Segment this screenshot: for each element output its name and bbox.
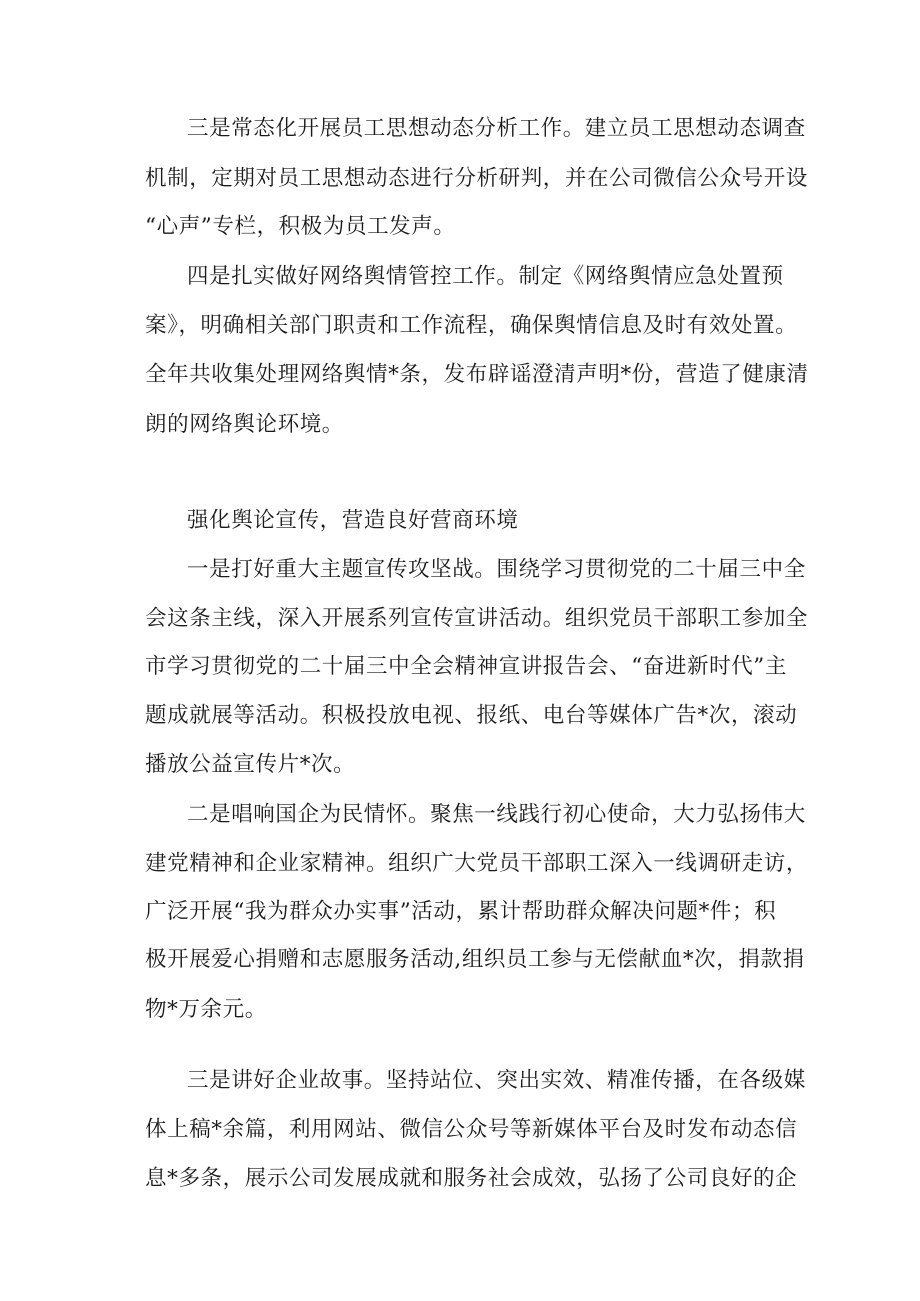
paragraph-2-line-2: 案》，明确相关部门职责和工作流程，确保舆情信息及时有效处置。 (145, 313, 798, 338)
paragraph-2-line-1: 四是扎实做好网络舆情管控工作。制定《网络舆情应急处置预 (187, 264, 784, 289)
paragraph-1-line-1: 三是常态化开展员工思想动态分析工作。建立员工思想动态调查 (187, 116, 806, 141)
paragraph-2-line-3: 全年共收集处理网络舆情*条，发布辟谣澄清声明*份，营造了健康清 (145, 362, 809, 387)
paragraph-1-line-2: 机制，定期对员工思想动态进行分析研判，并在公司微信公众号开设 (145, 166, 809, 191)
paragraph-4-line-3: 广泛开展“我为群众办实事”活动，累计帮助群众解决问题*件；积 (145, 899, 777, 924)
paragraph-5-line-2: 体上稿*余篇，利用网站、微信公众号等新媒体平台及时发布动态信 (145, 1117, 798, 1142)
paragraph-2-line-4: 朗的网络舆论环境。 (145, 412, 344, 437)
paragraph-4-line-4: 极开展爱心捐赠和志愿服务活动,组织员工参与无偿献血*次，捐款捐 (145, 947, 805, 972)
paragraph-1-line-3: “心声”专栏，积极为员工发声。 (145, 214, 456, 239)
paragraph-3-line-3: 市学习贯彻党的二十届三中全会精神宣讲报告会、“奋进新时代”主 (145, 654, 787, 679)
paragraph-5-line-1: 三是讲好企业故事。坚持站位、突出实效、精准传播，在各级媒 (187, 1068, 806, 1093)
paragraph-3-line-1: 一是打好重大主题宣传攻坚战。围绕学习贯彻党的二十届三中全 (187, 557, 806, 582)
paragraph-5-line-3: 息*多条，展示公司发展成就和服务社会成效，弘扬了公司良好的企 (145, 1166, 798, 1191)
paragraph-3-line-2: 会这条主线，深入开展系列宣传宣讲活动。组织党员干部职工参加全 (145, 606, 809, 631)
paragraph-3-line-4: 题成就展等活动。积极投放电视、报纸、电台等媒体广告*次，滚动 (145, 703, 798, 728)
paragraph-4-line-5: 物*万余元。 (145, 997, 267, 1022)
paragraph-4-line-1: 二是唱响国企为民情怀。聚焦一线践行初心使命，大力弘扬伟大 (187, 802, 806, 827)
paragraph-3-line-5: 播放公益宣传片*次。 (145, 752, 356, 777)
section-heading: 强化舆论宣传，营造良好营商环境 (187, 508, 519, 533)
paragraph-4-line-2: 建党精神和企业家精神。组织广大党员干部职工深入一线调研走访， (145, 851, 809, 876)
